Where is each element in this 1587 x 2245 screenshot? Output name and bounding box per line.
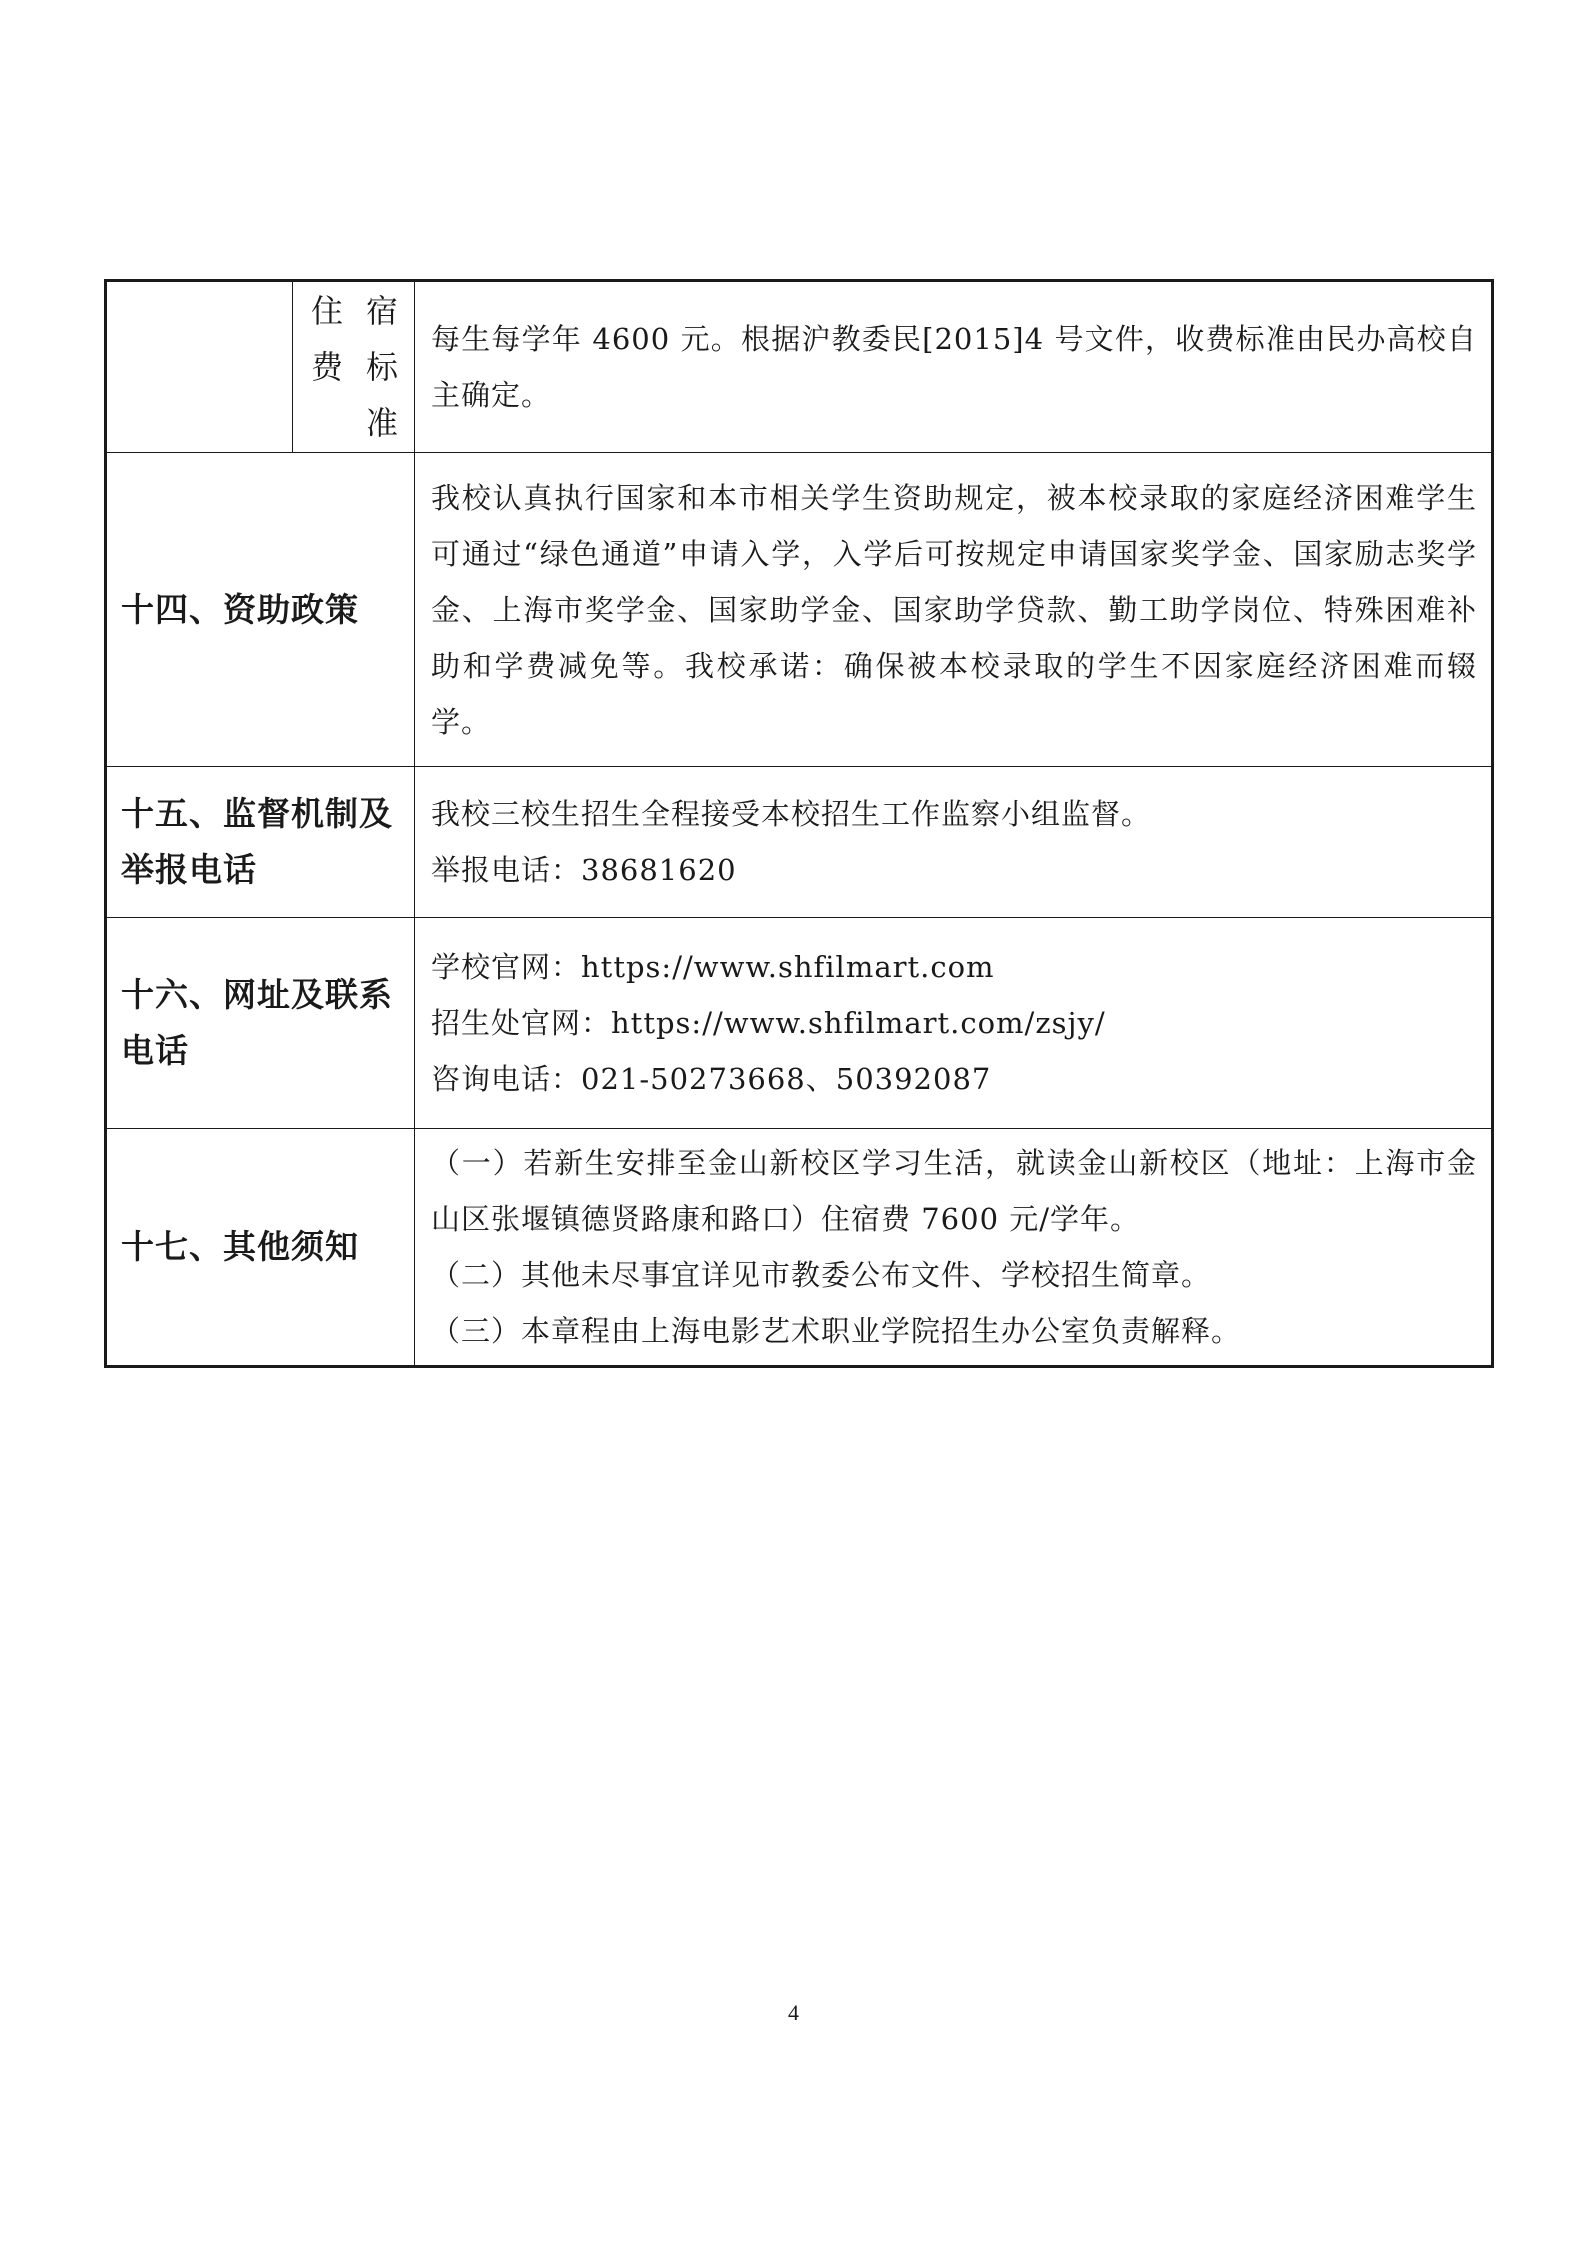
enrollment-charter-table: [104, 279, 1494, 1368]
aid-policy-content: 我校认真执行国家和本市相关学生资助规定，被本校录取的家庭经济困难学生可通过“绿色通道”申请入学，入学后可按规定申请国家奖学金、国家励志奖学金、上海市奖学金、国家助学金、国家助学贷款、勤工助学岗位、特殊困难补助和学费减免等。我校承诺：确保被本校录取的学生不因家庭经济困难而辍学。: [415, 453, 1493, 767]
supervision-line: 我校三校生招生全程接受本校招生工作监察小组监督。: [431, 797, 1152, 831]
dorm-fee-label-line-1: 住 宿: [311, 292, 400, 330]
table-row-supervision: [106, 767, 1493, 918]
dorm-fee-label-line-3: 准: [365, 404, 400, 442]
supervision-label: 十五、监督机制及举报电话: [106, 767, 415, 918]
other-note-2: （二）其他未尽事宜详见市教委公布文件、学校招生简章。: [431, 1258, 1212, 1292]
admissions-website-line: 招生处官网：https://www.shfilmart.com/zsjy/: [431, 1006, 1106, 1040]
table-row-dorm-fee: [106, 281, 1493, 453]
other-note-1: （一）若新生安排至金山新校区学习生活，就读金山新校区（地址：上海市金山区张堰镇德贤路康和路口）住宿费 7600 元/学年。: [431, 1146, 1477, 1236]
contact-label: 十六、网址及联系电话: [106, 918, 415, 1129]
page-number: 4: [788, 2000, 799, 2025]
table-row-aid-policy: [106, 453, 1493, 767]
contact-content: [415, 918, 1493, 1129]
aid-policy-label: 十四、资助政策: [106, 453, 415, 767]
other-notes-label: 十七、其他须知: [106, 1129, 415, 1367]
supervision-content: [415, 767, 1493, 918]
other-note-3: （三）本章程由上海电影艺术职业学院招生办公室负责解释。: [431, 1314, 1242, 1348]
report-phone-line: 举报电话：38681620: [431, 853, 737, 887]
dorm-fee-label-line-2: 费 标: [311, 348, 400, 386]
dorm-fee-content: 每生每学年 4600 元。根据沪教委民[2015]4 号文件，收费标准由民办高校自主确定。: [415, 281, 1493, 453]
school-website-line: 学校官网：https://www.shfilmart.com: [431, 950, 995, 984]
other-notes-content: [415, 1129, 1493, 1367]
consult-phone-line: 咨询电话：021-50273668、50392087: [431, 1062, 992, 1096]
dorm-fee-label: [293, 281, 415, 453]
table-row-other-notes: [106, 1129, 1493, 1367]
table-row-contact: [106, 918, 1493, 1129]
empty-category-cell: [106, 281, 293, 453]
